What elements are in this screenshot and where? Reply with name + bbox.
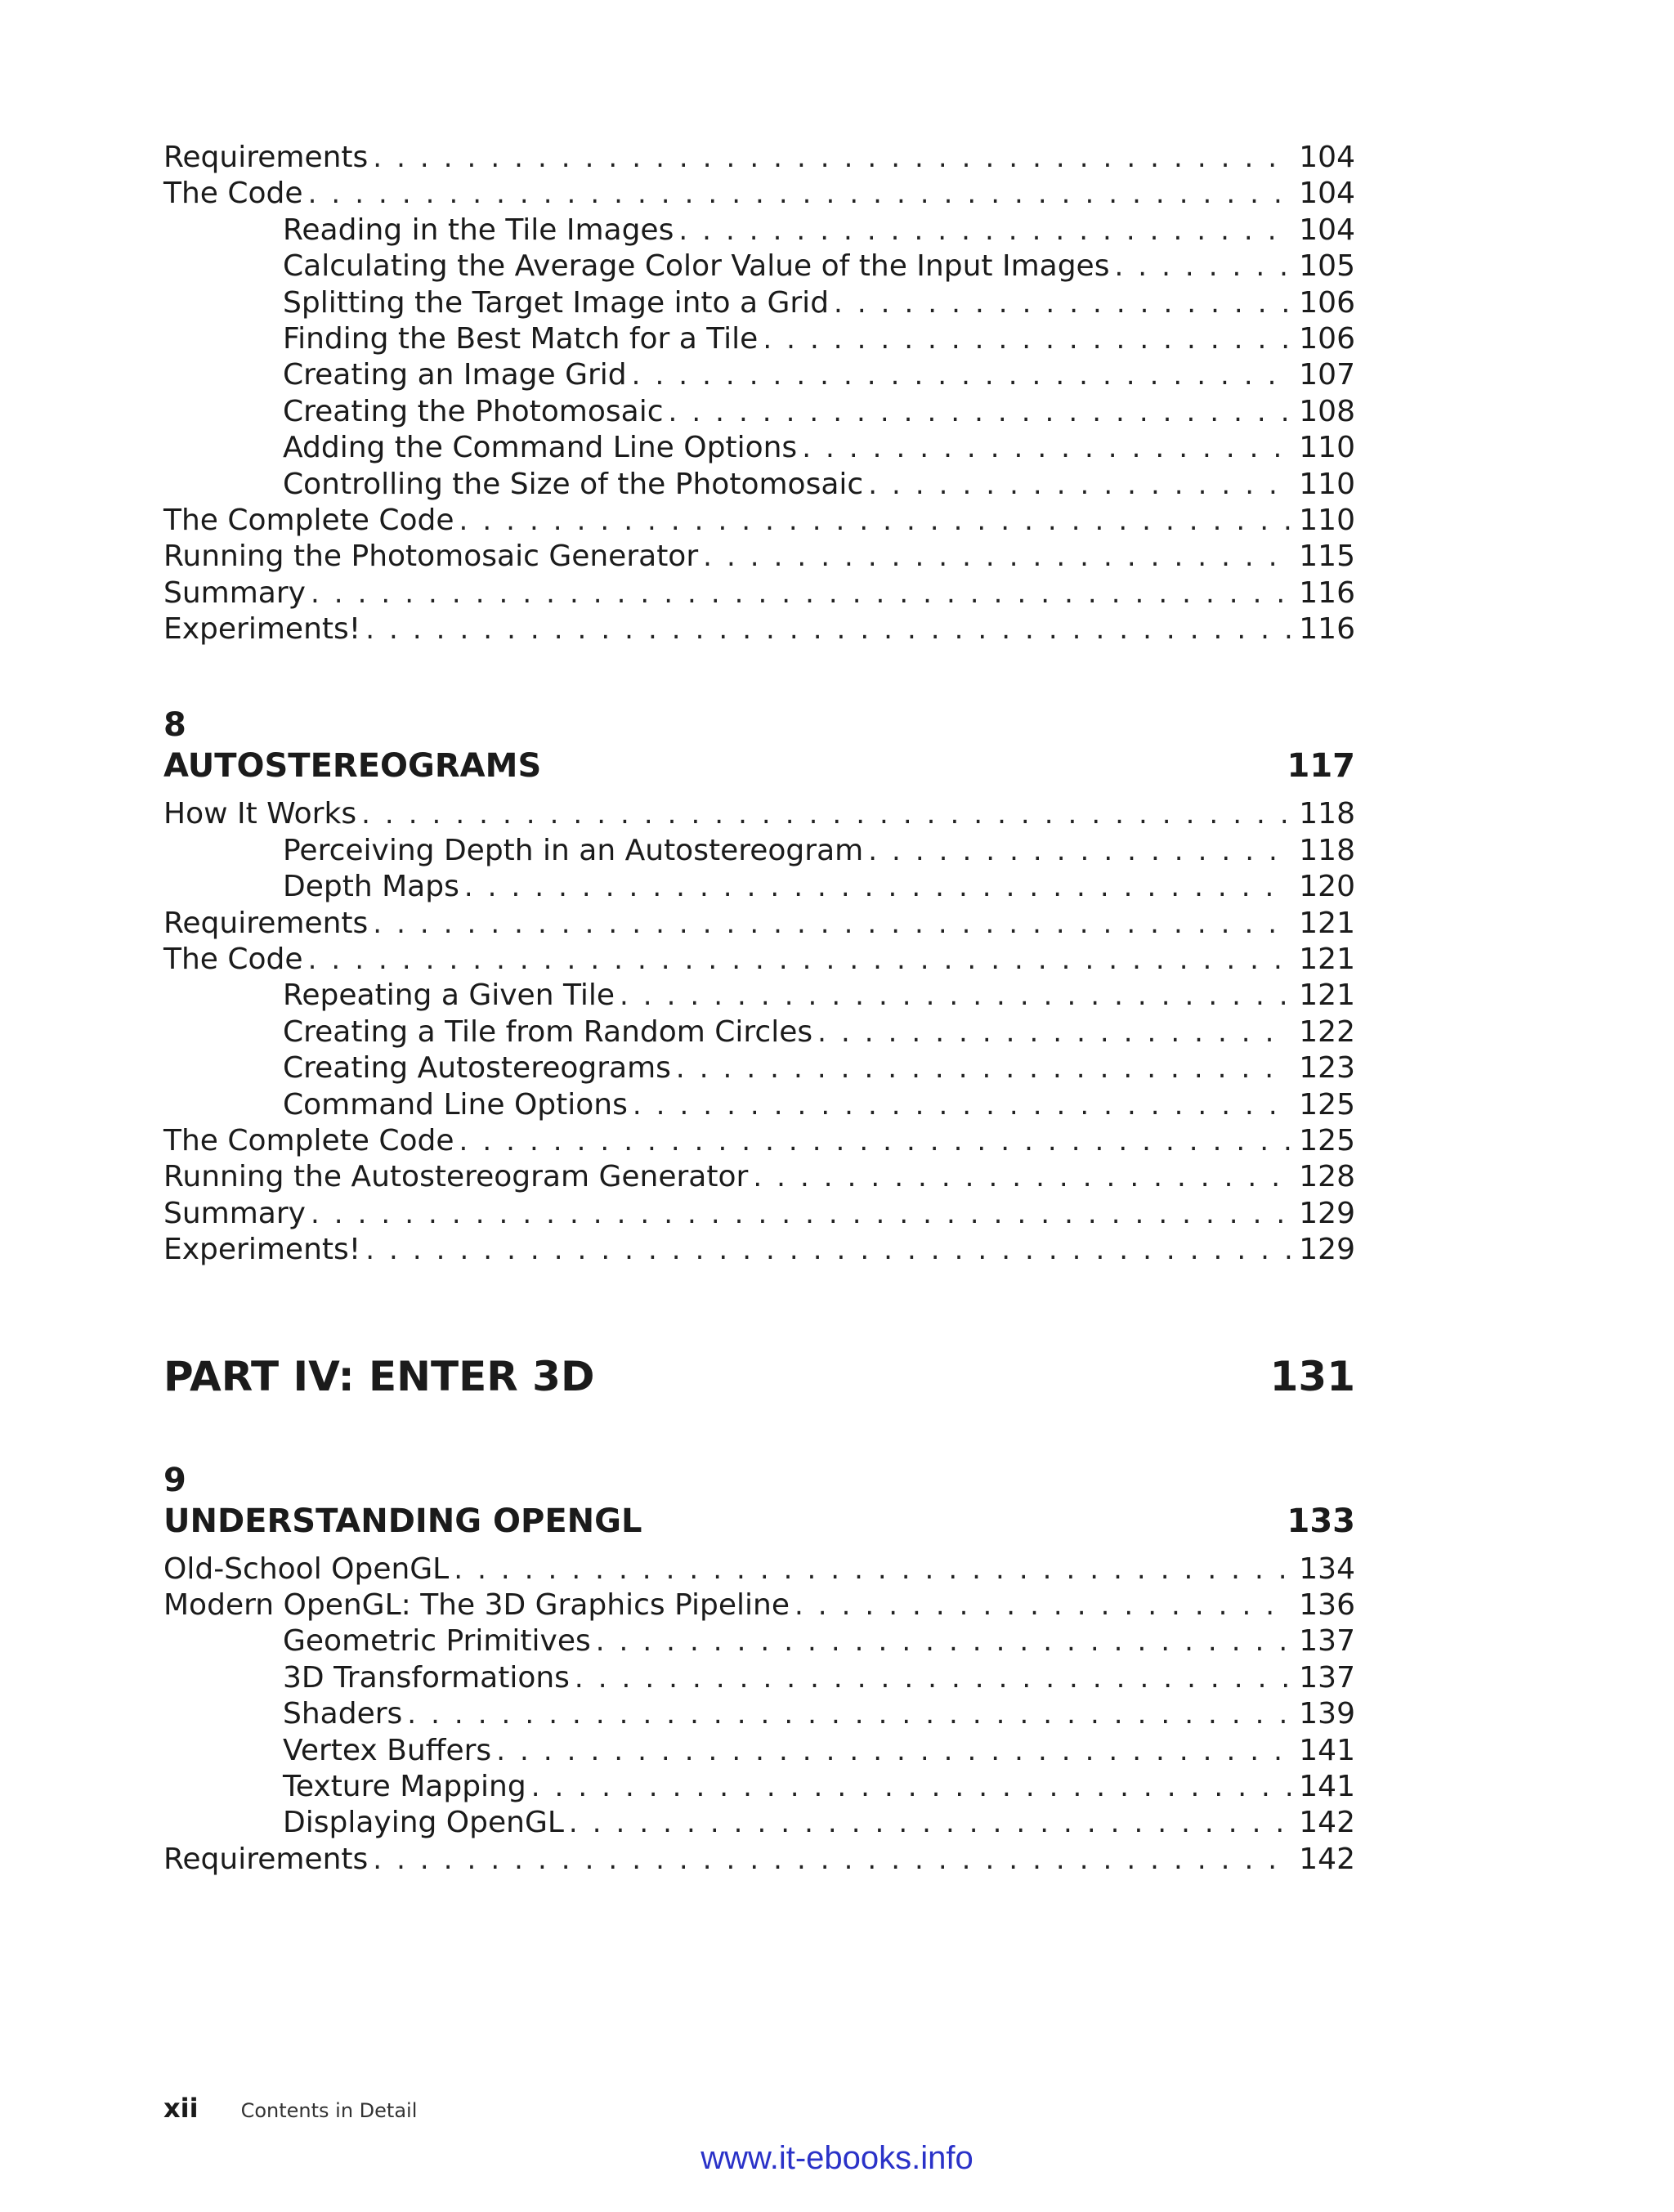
entry-title: Requirements: [163, 906, 369, 940]
entry-title: Experiments!: [163, 612, 361, 647]
entry-title: Perceiving Depth in an Autostereogram: [283, 833, 864, 867]
entry-page: 125: [1299, 1087, 1355, 1122]
entry-page: 116: [1299, 612, 1355, 647]
entry-page: 120: [1299, 870, 1355, 904]
entry-title: Requirements: [163, 141, 369, 174]
toc-subentry[interactable]: [163, 869, 1355, 905]
dot-leader: [496, 1733, 1291, 1769]
entry-page: 104: [1299, 213, 1355, 247]
toc-entry[interactable]: [163, 503, 1355, 539]
entry-page: 105: [1299, 249, 1355, 284]
dot-leader: [868, 833, 1291, 869]
dot-leader: [311, 1196, 1291, 1232]
dot-leader: [633, 1087, 1291, 1123]
entry-title: Modern OpenGL: The 3D Graphics Pipeline: [163, 1587, 790, 1622]
toc-entry[interactable]: [163, 539, 1355, 575]
toc-subentry[interactable]: [163, 978, 1355, 1014]
toc-subentry[interactable]: [163, 1050, 1355, 1086]
entry-page: 115: [1299, 540, 1355, 574]
dot-leader: [531, 1769, 1291, 1805]
entry-page: 141: [1299, 1769, 1355, 1803]
chapter-number: 8: [163, 706, 186, 745]
entry-page: 110: [1299, 467, 1355, 501]
entry-title: Controlling the Size of the Photomosaic: [283, 467, 864, 501]
entry-title: Running the Photomosaic Generator: [163, 540, 699, 574]
toc-entry[interactable]: [163, 906, 1355, 942]
entry-page: 134: [1299, 1552, 1355, 1586]
toc-subentry[interactable]: [163, 357, 1355, 393]
entry-title: Geometric Primitives: [283, 1624, 591, 1659]
toc-entry[interactable]: [163, 942, 1355, 978]
toc-subentry[interactable]: [163, 1733, 1355, 1769]
table-of-contents: [163, 140, 1355, 1878]
entry-page: 122: [1299, 1014, 1355, 1049]
entry-page: 141: [1299, 1733, 1355, 1767]
toc-entry[interactable]: [163, 1587, 1355, 1623]
entry-page: 136: [1299, 1587, 1355, 1622]
entry-title: The Code: [163, 177, 303, 211]
chapter-title-row[interactable]: [163, 746, 1355, 786]
toc-subentry[interactable]: [163, 1014, 1355, 1050]
toc-subentry[interactable]: [163, 249, 1355, 284]
entry-page: 123: [1299, 1051, 1355, 1086]
dot-leader: [794, 1587, 1291, 1623]
entry-title: Adding the Command Line Options: [283, 431, 798, 465]
entry-page: 137: [1299, 1660, 1355, 1695]
toc-subentry[interactable]: [163, 285, 1355, 321]
entry-title: Creating a Tile from Random Circles: [283, 1014, 813, 1049]
dot-leader: [308, 176, 1291, 212]
entry-page: 110: [1299, 503, 1355, 537]
entry-title: 3D Transformations: [283, 1660, 570, 1695]
chapter-title-row[interactable]: [163, 1501, 1355, 1542]
dot-leader: [407, 1696, 1291, 1732]
dot-leader: [632, 357, 1291, 393]
chapter-number: 9: [163, 1461, 186, 1499]
toc-subentry[interactable]: [163, 430, 1355, 466]
dot-leader: [365, 1232, 1291, 1268]
dot-leader: [678, 213, 1291, 249]
dot-leader: [802, 430, 1291, 466]
toc-subentry[interactable]: [163, 213, 1355, 249]
watermark-link[interactable]: www.it-ebooks.info: [700, 2140, 974, 2176]
toc-subentry[interactable]: [163, 1660, 1355, 1696]
dot-leader: [596, 1623, 1291, 1659]
entry-title: How It Works: [163, 797, 357, 831]
toc-entry[interactable]: [163, 1552, 1355, 1587]
toc-subentry[interactable]: [163, 1623, 1355, 1659]
entry-page: 121: [1299, 978, 1355, 1013]
entry-title: Creating the Photomosaic: [283, 394, 664, 428]
toc-entry[interactable]: [163, 176, 1355, 212]
part-page: 131: [1269, 1352, 1355, 1400]
dot-leader: [459, 1123, 1291, 1159]
entry-title: Splitting the Target Image into a Grid: [283, 285, 830, 320]
dot-leader: [575, 1660, 1291, 1696]
entry-title: Shaders: [283, 1697, 403, 1731]
dot-leader: [311, 575, 1291, 611]
chapter-page: 117: [1287, 747, 1355, 786]
toc-entry[interactable]: [163, 796, 1355, 832]
dot-leader: [569, 1805, 1291, 1841]
entry-title: Reading in the Tile Images: [283, 213, 674, 247]
dot-leader: [308, 942, 1291, 978]
entry-page: 129: [1299, 1233, 1355, 1267]
entry-page: 142: [1299, 1842, 1355, 1876]
entry-title: The Complete Code: [163, 1123, 454, 1157]
entry-title: Old-School OpenGL: [163, 1552, 450, 1586]
entry-page: 116: [1299, 575, 1355, 610]
entry-page: 121: [1299, 943, 1355, 977]
entry-title: Creating Autostereograms: [283, 1051, 671, 1086]
dot-leader: [753, 1159, 1291, 1195]
dot-leader: [703, 539, 1291, 575]
chapter-title: AUTOSTEREOGRAMS: [163, 747, 542, 786]
dot-leader: [676, 1050, 1291, 1086]
toc-entry[interactable]: [163, 1196, 1355, 1232]
dot-leader: [454, 1552, 1291, 1587]
entry-page: 110: [1299, 431, 1355, 465]
chapter-heading: [163, 705, 1355, 786]
toc-subentry[interactable]: [163, 321, 1355, 357]
entry-title: Experiments!: [163, 1233, 361, 1267]
running-title: Contents in Detail: [240, 2099, 418, 2122]
entry-title: Depth Maps: [283, 870, 459, 904]
entry-title: Finding the Best Match for a Tile: [283, 321, 759, 356]
toc-entry[interactable]: [163, 140, 1355, 176]
toc-subentry[interactable]: [163, 833, 1355, 869]
dot-leader: [669, 394, 1291, 430]
entry-title: Running the Autostereogram Generator: [163, 1160, 749, 1194]
chapter-heading: [163, 1460, 1355, 1542]
dot-leader: [834, 285, 1291, 321]
entry-page: 125: [1299, 1123, 1355, 1157]
toc-entry[interactable]: [163, 1159, 1355, 1195]
entry-title: Summary: [163, 1196, 306, 1230]
chapter-page: 133: [1287, 1502, 1355, 1540]
entry-page: 107: [1299, 358, 1355, 392]
dot-leader: [620, 978, 1291, 1014]
entry-title: Vertex Buffers: [283, 1733, 492, 1767]
dot-leader: [1114, 249, 1291, 284]
dot-leader: [373, 906, 1291, 942]
entry-title: Summary: [163, 575, 306, 610]
toc-entry[interactable]: [163, 1123, 1355, 1159]
entry-page: 106: [1299, 321, 1355, 356]
chapter-title: UNDERSTANDING OPENGL: [163, 1502, 642, 1540]
toc-entry[interactable]: [163, 1232, 1355, 1268]
toc-entry[interactable]: [163, 575, 1355, 611]
part-heading[interactable]: [163, 1350, 1355, 1403]
dot-leader: [361, 796, 1291, 832]
entry-page: 104: [1299, 177, 1355, 211]
entry-title: Displaying OpenGL: [283, 1806, 564, 1840]
dot-leader: [365, 611, 1291, 647]
entry-page: 129: [1299, 1196, 1355, 1230]
page-footer: [163, 2093, 417, 2124]
dot-leader: [868, 467, 1291, 503]
toc-subentry[interactable]: [163, 1805, 1355, 1841]
entry-title: Requirements: [163, 1842, 369, 1876]
dot-leader: [464, 869, 1291, 905]
entry-page: 108: [1299, 394, 1355, 428]
toc-subentry[interactable]: [163, 1696, 1355, 1732]
dot-leader: [373, 1842, 1291, 1878]
toc-subentry[interactable]: [163, 1769, 1355, 1805]
entry-title: Command Line Options: [283, 1087, 628, 1122]
toc-subentry[interactable]: [163, 1087, 1355, 1123]
entry-page: 118: [1299, 833, 1355, 867]
entry-title: Calculating the Average Color Value of the Input Images: [283, 249, 1110, 284]
entry-title: The Code: [163, 943, 303, 977]
entry-page: 121: [1299, 906, 1355, 940]
entry-page: 128: [1299, 1160, 1355, 1194]
toc-subentry[interactable]: [163, 394, 1355, 430]
part-title: PART IV: ENTER 3D: [163, 1352, 595, 1400]
entry-page: 137: [1299, 1624, 1355, 1659]
entry-title: The Complete Code: [163, 503, 454, 537]
entry-page: 118: [1299, 797, 1355, 831]
entry-title: Texture Mapping: [283, 1769, 526, 1803]
dot-leader: [459, 503, 1291, 539]
toc-entry[interactable]: [163, 611, 1355, 647]
entry-page: 106: [1299, 285, 1355, 320]
entry-title: Creating an Image Grid: [283, 358, 627, 392]
dot-leader: [373, 140, 1291, 176]
entry-page: 139: [1299, 1697, 1355, 1731]
entry-title: Repeating a Given Tile: [283, 978, 615, 1013]
dot-leader: [817, 1014, 1291, 1050]
entry-page: 104: [1299, 141, 1355, 174]
toc-subentry[interactable]: [163, 467, 1355, 503]
dot-leader: [763, 321, 1291, 357]
page-folio: xii: [163, 2093, 199, 2124]
entry-page: 142: [1299, 1806, 1355, 1840]
toc-entry[interactable]: [163, 1842, 1355, 1878]
